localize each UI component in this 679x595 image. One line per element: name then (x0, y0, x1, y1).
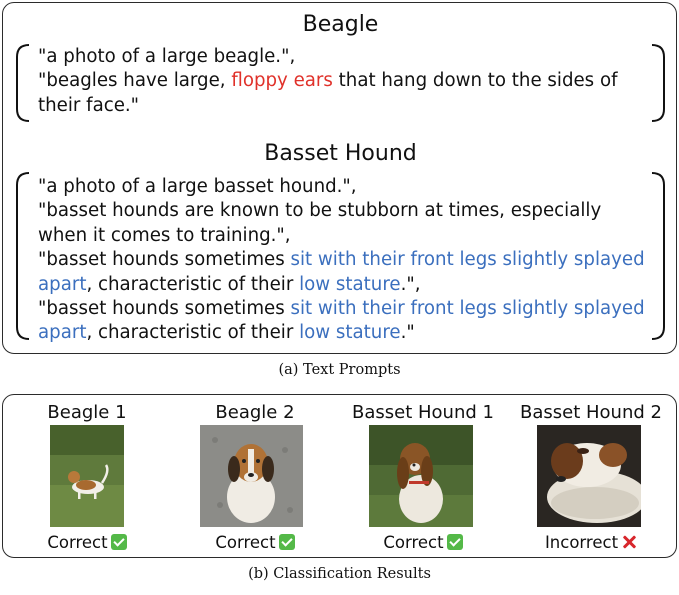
prompt-text: "a photo of a large basset hound.", (38, 176, 357, 197)
check-mark-icon (447, 534, 463, 550)
result-title: Beagle 1 (47, 402, 127, 423)
status-label: Correct (47, 533, 108, 552)
prompt-text: that hang down to the sides of (332, 70, 618, 92)
beagle-left-bracket (11, 43, 33, 123)
beagle-prompts (38, 45, 658, 118)
check-mark-icon (279, 534, 295, 550)
basset-hound-1-photo (369, 425, 473, 527)
text-prompts-panel (2, 2, 677, 354)
prompt-line (38, 297, 658, 321)
result-card (171, 395, 339, 559)
result-card (507, 395, 675, 559)
highlight-blue-text: apart (38, 273, 87, 295)
highlight-blue-text: low stature (299, 322, 401, 344)
highlight-blue-text: sit with their front legs slightly splayed (290, 249, 645, 271)
prompt-line (38, 199, 658, 223)
prompt-text: "basset hounds sometimes (38, 249, 291, 271)
prompt-line (38, 45, 658, 69)
status-label: Correct (383, 533, 444, 552)
prompt-text: "a photo of a large beagle.", (38, 46, 296, 67)
result-status (3, 533, 171, 552)
beagle-2-photo (200, 425, 303, 527)
prompt-line (38, 69, 658, 93)
result-title: Basset Hound 2 (520, 402, 662, 423)
prompt-text: "basset hounds are known to be stubborn at times, especially (38, 200, 602, 222)
caption-classification-results: (b) Classification Results (248, 566, 431, 582)
prompt-text: their face." (38, 94, 140, 116)
result-status (171, 533, 339, 552)
result-status (339, 533, 507, 552)
prompt-line (38, 175, 658, 199)
caption-text-prompts: (a) Text Prompts (278, 362, 401, 378)
highlight-blue-text: apart (38, 322, 87, 344)
prompt-line (38, 248, 658, 272)
prompt-text: when it comes to training.", (38, 224, 291, 246)
highlight-blue-text: low stature (299, 273, 401, 295)
result-title: Basset Hound 1 (352, 402, 494, 423)
highlight-blue-text: sit with their front legs slightly splayed (290, 298, 645, 320)
prompt-line (38, 321, 658, 345)
prompt-text: ." (400, 322, 415, 344)
beagle-1-photo (50, 425, 124, 527)
cross-mark-icon (621, 534, 637, 550)
check-mark-icon (111, 534, 127, 550)
classification-results-panel (2, 394, 677, 558)
prompt-text: .", (400, 273, 421, 295)
prompt-text: "basset hounds sometimes (38, 298, 291, 320)
prompt-line (38, 94, 658, 118)
status-label: Incorrect (544, 533, 619, 552)
result-status (507, 533, 675, 552)
basset-left-bracket (11, 171, 33, 341)
beagle-section-title: Beagle (302, 12, 379, 37)
basset-hound-section-title: Basset Hound (264, 141, 417, 166)
prompt-line (38, 224, 658, 248)
highlight-red-text: floppy ears (231, 70, 333, 92)
basset-hound-2-photo (537, 425, 641, 527)
prompt-line (38, 273, 658, 297)
result-card (339, 395, 507, 559)
result-card (3, 395, 171, 559)
prompt-text: , characteristic of their (86, 322, 300, 344)
prompt-text: , characteristic of their (86, 273, 300, 295)
prompt-text: "beagles have large, (38, 70, 232, 92)
result-title: Beagle 2 (215, 402, 295, 423)
basset-hound-prompts (38, 175, 658, 346)
status-label: Correct (215, 533, 276, 552)
